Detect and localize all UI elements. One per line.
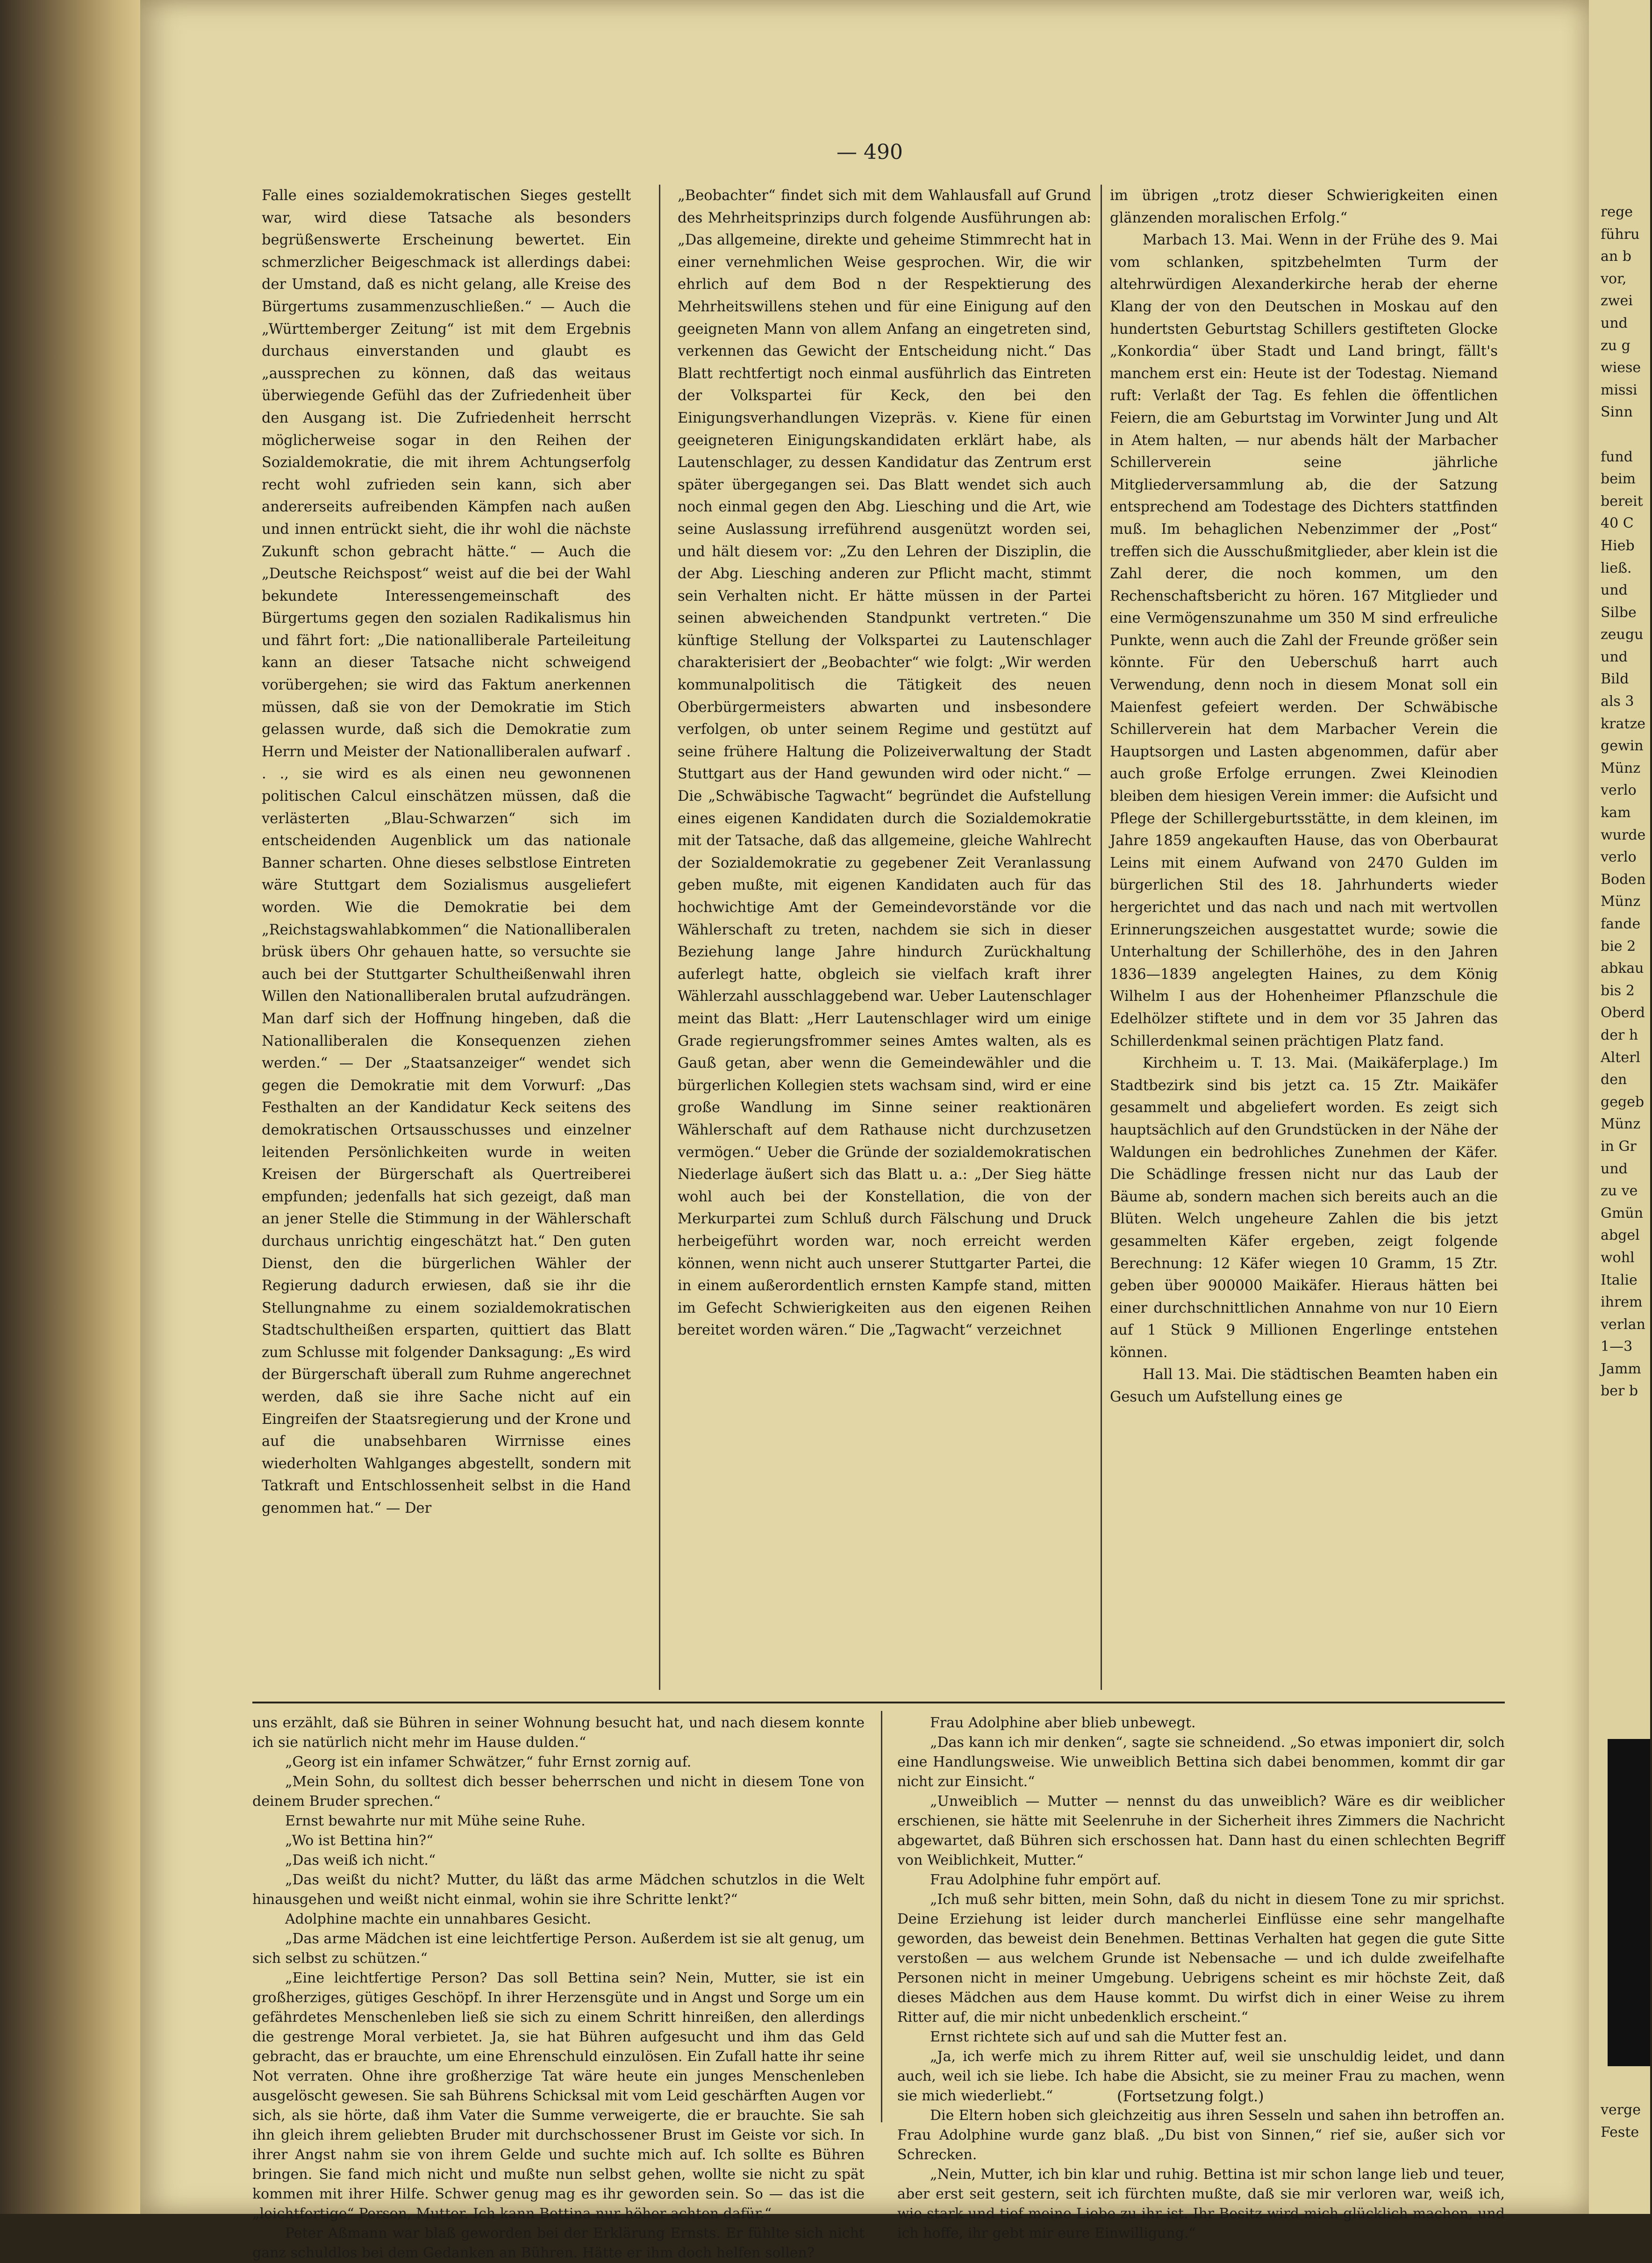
serial-paragraph: „Ja, ich werfe mich zu ihrem Ritter auf, weil sie unschuldig leidet, und dann auch, weil ich sie liebe. Ich habe die Absicht, sie zu meiner Frau zu machen, wenn sie mich wiederliebt.“ <box>897 2048 1505 2104</box>
paragraph-kirchheim: Kirchheim u. T. 13. Mai. (Maikäferplage.) Im Stadtbezirk sind bis jetzt ca. 15 Ztr. Maikäfer gesammelt und abgeliefert worden. Es zeigt sich hauptsächlich auf den Grundstücken in der Nähe der Waldungen ein bedrohliches Zunehmen der Käfer. Die Schädlinge fressen nicht nur das Laub der Bäume ab, sondern machen sich bereits auch an die Blüten. Welch ungeheure Zahlen die bis jetzt gesammelten Käfer ergeben, zeigt folgende Berechnung: 12 Käfer wiegen 10 Gramm, 15 Ztr. geben über 900000 Maikäfer. Hieraus hätten bei einer durchschnittlichen Annahme von nur 10 Eiern auf 1 Stück 9 Millionen Engerlinge entstehen können. <box>1110 1055 1498 1361</box>
serial-paragraph: „Mein Sohn, du solltest dich besser beherrschen und nicht in diesem Tone von deinem Bruder sprechen.“ <box>252 1774 865 1810</box>
facing-page-image-block <box>1608 1739 1650 2066</box>
continued-notice: (Fortsetzung folgt.) <box>1117 2087 1264 2105</box>
column-rule <box>1101 185 1102 1690</box>
serial-paragraph: Peter Aßmann war blaß geworden bei der Erklärung Ernsts. Er fühlte sich nicht ganz schuldlos bei dem Gedanken an Bühren. Hätte er ihm doch helfen sollen? <box>252 2225 865 2261</box>
book-binding <box>0 0 140 2214</box>
serial-separator-rule <box>252 1702 1505 1703</box>
serial-column-rule <box>881 1711 882 2122</box>
serial-paragraph: „Wo ist Bettina hin?“ <box>285 1832 434 1849</box>
paragraph-hall: Hall 13. Mai. Die städtischen Beamten haben ein Gesuch um Aufstellung eines ge <box>1110 1366 1498 1406</box>
facing-page-text-top: rege führu an b vor, zwei und zu g wiese missi Sinn fund beim bereit 40 C Hieb ließ. und Silbe zeugu und Bild als 3 kratze gewin Münz verlo kam wurde verlo Boden Münz fande bie 2 abkau bis 2 Oberd der h Alterl den gegeb Münz in Gr und zu ve Gmün abgel wohl Italie ihrem verlan 1—3 Jamm ber b <box>1601 204 1646 1400</box>
serial-paragraph: „Ich muß sehr bitten, mein Sohn, daß du nicht in diesem Tone zu mir sprichst. Deine Erziehung ist leider durch mancherlei Einflüsse eine sehr mangelhafte geworden, das beweist dein Benehmen. Bettinas Verhalten hat gegen die gute Sitte verstoßen — aus welchem Grunde ist Nebensache — und ich dulde zweifelhafte Personen nicht in meiner Umgebung. Uebrigens scheint es mir höchste Zeit, daß dieses Mädchen aus dem Hause kommt. Du wirfst dich in einer Weise zu ihrem Ritter auf, die mir nicht unbedenklich erscheint.“ <box>897 1891 1505 2026</box>
serial-paragraph: „Das weißt du nicht? Mutter, du läßt das arme Mädchen schutzlos in die Welt hinausgehen und weißt nicht einmal, wohin sie ihre Schritte lenkt?“ <box>252 1872 865 1908</box>
serial-paragraph: „Unweiblich — Mutter — nennst du das unweiblich? Wäre es dir weiblicher erschienen, sie hätte mit Seelenruhe in der Sicherheit ihres Zimmers die Nachricht abgewartet, daß Bühren sich erschossen hat. Dann hast du einen schlechten Begriff von Weiblichkeit, Mutter.“ <box>897 1793 1505 1868</box>
serial-paragraph: „Georg ist ein infamer Schwätzer,“ fuhr Ernst zornig auf. <box>285 1754 692 1770</box>
column-rule <box>659 185 660 1690</box>
serial-paragraph: „Nein, Mutter, ich bin klar und ruhig. Bettina ist mir schon lange lieb und teuer, aber erst seit gestern, seit ich fürchten mußte, daß sie mir verloren war, weiß ich, wie stark und tief meine Liebe zu ihr ist. Ihr Besitz wird mich glücklich machen, und ich hoffe, ihr gebt mir eure Einwilligung.“ <box>897 2166 1505 2241</box>
serial-paragraph: Ernst richtete sich auf und sah die Mutter fest an. <box>930 2029 1287 2045</box>
serial-paragraph: „Das kann ich mir denken“, sagte sie schneidend. „So etwas imponiert dir, solch eine Handlungsweise. Wie unweiblich Bettina sich dabei benommen, kommt dir gar nicht zur Einsicht.“ <box>897 1734 1505 1790</box>
article-column-3 <box>1110 185 1498 1681</box>
article-column-1 <box>262 185 631 1681</box>
serial-paragraph: Die Eltern hoben sich gleichzeitig aus ihren Sesseln und sahen ihn betroffen an. Frau Adolphine wurde ganz blaß. „Du bist von Sinnen,“ rief sie, außer sich vor Schrecken. <box>897 2107 1505 2163</box>
paragraph: Falle eines sozialdemokratischen Sieges gestellt war, wird diese Tatsache als besonders begrüßenswerte Erscheinung bewertet. Ein schmerzlicher Beigeschmack ist allerdings dabei: der Umstand, daß es nicht gelang, alle Kreise des Bürgertums zusammenzuschließen.“ — Auch die „Württemberger Zeitung“ ist mit dem Ergebnis durchaus einverstanden und glaubt es „aussprechen zu können, daß das weitaus überwiegende Gefühl das der Zufriedenheit über den Ausgang ist. Die Zufriedenheit herrscht möglicherweise sogar in den Reihen der Sozialdemokratie, die mit ihrem Achtungserfolg recht wohl zufrieden sein kann, sich aber andererseits aufreibenden Kämpfen nach außen und innen entrückt sieht, die ihr wohl die nächste Zukunft schon gebracht hätte.“ — Auch die „Deutsche Reichspost“ weist auf die bei der Wahl bekundete Interessengemeinschaft des Bürgertums gegen den sozialen Radikalismus hin und fährt fort: „Die nationalliberale Parteileitung kann an dieser Tatsache nicht schweigend vorübergehen; sie wird das Faktum anerkennen müssen, daß sie von der Demokratie im Stich gelassen wurde, daß sich die Demokratie zum Herrn und Meister der Nationalliberalen aufwarf . . ., sie wird es als einen neu gewonnenen politischen Calcul einschätzen müssen, daß die verlästerten „Blau-Schwarzen“ sich im entscheidenden Augenblick um das nationale Banner scharten. Ohne dieses selbstlose Eintreten wäre Stuttgart dem Sozialismus ausgeliefert worden. Wie die Demokratie bei dem „Reichstagswahlabkommen“ die Nationalliberalen brüsk übers Ohr gehauen hatte, so versuchte sie auch bei der Stuttgarter Schultheißenwahl ihren Willen den Nationalliberalen brutal aufzudrängen. Man darf sich der Hoffnung hingeben, daß die Nationalliberalen die Konsequenzen ziehen werden.“ — Der „Staatsanzeiger“ wendet sich gegen die Demokratie mit dem Vorwurf: „Das Festhalten an der Kandidatur Keck seitens des demokratischen Ortsausschusses und einzelner leitenden Persönlichkeiten wurde in weiten Kreisen der Bürgerschaft als Quertreiberei empfunden; jedenfalls hat sich gezeigt, daß man an jener Stelle die Stimmung in der Wählerschaft durchaus unrichtig eingeschätzt hat.“ Den guten Dienst, den die bürgerlichen Wähler der Regierung dadurch erwiesen, daß sie ihr die Stellungnahme zu einem sozialdemokratischen Stadtschultheißen ersparten, quittiert das Blatt zum Schlusse mit folgender Danksagung: „Es wird der Bürgerschaft überall zum Ruhme angerechnet werden, daß sie ihre Sache nicht auf ein Eingreifen der Staatsregierung und der Krone und auf die unabsehbaren Wirrnisse eines wiederholten Wahlganges abgestellt, sondern mit Tatkraft und Entschlossenheit selbst in die Hand genommen hat.“ — Der <box>262 187 631 1517</box>
serial-paragraph: uns erzählt, daß sie Bühren in seiner Wohnung besucht hat, und nach diesem konnte ich sie natürlich nicht mehr im Hause dulden.“ <box>252 1715 865 1751</box>
serial-paragraph: „Das arme Mädchen ist eine leichtfertige Person. Außerdem ist sie alt genug, um sich selbst zu schützen.“ <box>252 1931 865 1967</box>
paragraph: „Beobachter“ findet sich mit dem Wahlausfall auf Grund des Mehrheitsprinzips durch folgende Ausführungen ab: „Das allgemeine, direkte und geheime Stimmrecht hat in einer vernehmlichen Weise gesprochen. Wir, die wir ehrlich auf dem Bod n der Respektierung des Mehrheitswillens stehen und für eine Einigung auf den geeigneten Mann von allem Anfang an eingetreten sind, verkennen das Gewicht der Entscheidung nicht.“ Das Blatt rechtfertigt noch einmal ausführlich das Eintreten der Volkspartei für Keck, den bei den Einigungsverhandlungen Vizepräs. v. Kiene für einen geeigneteren Einigungskandidaten erklärt habe, als Lautenschlager, zu dessen Kandidatur das Zentrum erst später übergegangen sei. Das Blatt wendet sich auch noch einmal gegen den Abg. Liesching und die Art, wie seine Auslassung irreführend ausgenützt worden sei, und hält diesem vor: „Zu den Lehren der Disziplin, die der Abg. Liesching anderen zur Pflicht macht, stimmt sein Verhalten nicht. Er hätte müssen in der Partei seinen abweichenden Standpunkt vertreten.“ Die künftige Stellung der Volkspartei zu Lautenschlager charakterisiert der „Beobachter“ wie folgt: „Wir werden kommunalpolitisch die Tätigkeit des neuen Oberbürgermeisters abwarten und insbesondere verfolgen, ob unter seinem Regime und gestützt auf seine frühere Haltung die Polizeiverwaltung der Stadt Stuttgart aus der Hand gewunden wird oder nicht.“ — Die „Schwäbische Tagwacht“ begründet die Aufstellung eines eigenen Kandidaten durch die Sozialdemokratie mit der Tatsache, daß das allgemeine, gleiche Wahlrecht der Sozialdemokratie zu gegebener Zeit Veranlassung geben mußte, mit eigenen Kandidaten auch für das hochwichtige Amt der Gemeindevorstände vor die Wählerschaft zu treten, nachdem sie sich in dieser Beziehung lange Jahre hindurch Zurückhaltung auferlegt hatte, obgleich sie vielfach kraft ihrer Wählerzahl ausschlaggebend war. Ueber Lautenschlager meint das Blatt: „Herr Lautenschlager wird um einige Grade regierungsfrommer seines Amtes walten, als es Gauß getan, aber wenn die Gemeindewähler und die bürgerlichen Kollegien stets wachsam sind, wird er eine große Wandlung im Sinne seiner reaktionären Wählerschaft auf dem Rathause nicht durchzusetzen vermögen.“ Ueber die Gründe der sozialdemokratischen Niederlage äußert sich das Blatt u. a.: „Der Sieg hätte wohl auch bei der Konstellation, die von der Merkurpartei zum Schluß durch Fälschung und Druck herbeigeführt worden war, noch erreicht werden können, wenn nicht auch unserer Stuttgarter Partei, die in einem außerordentlich ernsten Kampfe stand, mitten im Gefecht Schwierigkeiten aus den eigenen Reihen bereitet worden wären.“ Die „Tagwacht“ verzeichnet <box>678 187 1091 1339</box>
serial-story-right <box>897 1713 1505 2241</box>
serial-paragraph: Frau Adolphine fuhr empört auf. <box>930 1872 1161 1888</box>
page-number: — 490 <box>837 140 903 164</box>
paragraph: im übrigen „trotz dieser Schwierigkeiten einen glänzenden moralischen Erfolg.“ <box>1110 187 1498 226</box>
serial-paragraph: Ernst bewahrte nur mit Mühe seine Ruhe. <box>285 1813 586 1829</box>
article-column-2 <box>678 185 1091 1681</box>
facing-page-text-bottom: verge Feste <box>1601 2102 1641 2141</box>
serial-paragraph: „Das weiß ich nicht.“ <box>285 1852 436 1868</box>
serial-story-left <box>252 1713 865 2261</box>
serial-paragraph: Frau Adolphine aber blieb unbewegt. <box>930 1715 1196 1731</box>
serial-paragraph: Adolphine machte ein unnahbares Gesicht. <box>285 1911 591 1927</box>
serial-paragraph: „Eine leichtfertige Person? Das soll Bettina sein? Nein, Mutter, sie ist ein großherziges, gütiges Geschöpf. In ihrer Herzensgüte und in Angst und Sorge um ein gefährdetes Menschenleben ließ sie sich zu einem Schritt hinreißen, den allerdings die gestrenge Moral verbietet. Ja, sie hat Bühren aufgesucht und ihm das Geld gebracht, das er brauchte, um eine Ehrenschuld einzulösen. Ein Zufall hatte ihr seine Not verraten. Ohne ihre großherzige Tat wäre heute ein junges Menschenleben ausgelöscht gewesen. Sie sah Bührens Schicksal mit vom Leid geschärften Augen vor sich, als sie hörte, daß ihm Vater die Summe verweigerte, die er brauchte. Sie sah ihn gleich ihrem geliebten Bruder mit durchschossener Brust im Geiste vor sich. In ihrer Angst nahm sie von ihrem Gelde und suchte mich auf. Ich sollte es Bühren bringen. Sie fand mich nicht und mußte nun selbst gehen, wollte sie nicht zu spät kommen mit ihrer Hilfe. Schwer genug mag es ihr geworden sein. So — das ist die „leichtfertige“ Person, Mutter. Ich kann Bettina nur höher achten dafür.“ <box>252 1970 865 2222</box>
paragraph-marbach: Marbach 13. Mai. Wenn in der Frühe des 9. Mai vom schlanken, spitzbehelmten Turm der altehrwürdigen Alexanderkirche herab der eherne Klang der von den Deutschen in Moskau auf den hundertsten Geburtstag Schillers gestifteten Glocke „Konkordia“ über Stadt und Land bringt, fällt's manchem erst ein: Heute ist der Todestag. Niemand ruft: Verlaßt der Tag. Es fehlen die öffentlichen Feiern, die am Geburtstag im Vorwinter Jung und Alt in Atem halten, — nur abends hält der Marbacher Schillerverein seine jährliche Mitgliederversammlung ab, die der Satzung entsprechend am Todestage des Dichters stattfinden muß. Im behaglichen Nebenzimmer der „Post“ treffen sich die Ausschußmitglieder, aber klein ist die Zahl derer, die noch kommen, um den Rechenschaftsbericht zu hören. 167 Mitglieder und eine Vermögenszunahme um 350 M sind erfreuliche Punkte, wenn auch die Zahl der Freunde größer sein könnte. Für den Ueberschuß harrt auch Verwendung, denn noch in diesem Monat soll ein Maienfest gefeiert werden. Der Schwäbische Schillerverein hat dem Marbacher Verein die Hauptsorgen und Lasten abgenommen, dafür aber auch große Erfolge errungen. Zwei Kleinodien bleiben dem hiesigen Verein immer: die Aufsicht und Pflege der Schillergeburtsstätte, in dem kleinen, im Jahre 1859 angekauften Hause, das von Oberbaurat Leins mit einem Aufwand von 2470 Gulden im bürgerlichen Stil des 18. Jahrhunderts wieder hergerichtet und das nach und nach mit wertvollen Erinnerungszeichen ausgestattet wurde; sowie die Unterhaltung der Schillerhöhe, des in den Jahren 1836—1839 angelegten Haines, zu dem König Wilhelm I aus der Hohenheimer Pflanzschule die Edelhölzer stiftete und in dem vor 35 Jahren das Schillerdenkmal seinen prächtigen Platz fand. <box>1110 232 1498 1049</box>
